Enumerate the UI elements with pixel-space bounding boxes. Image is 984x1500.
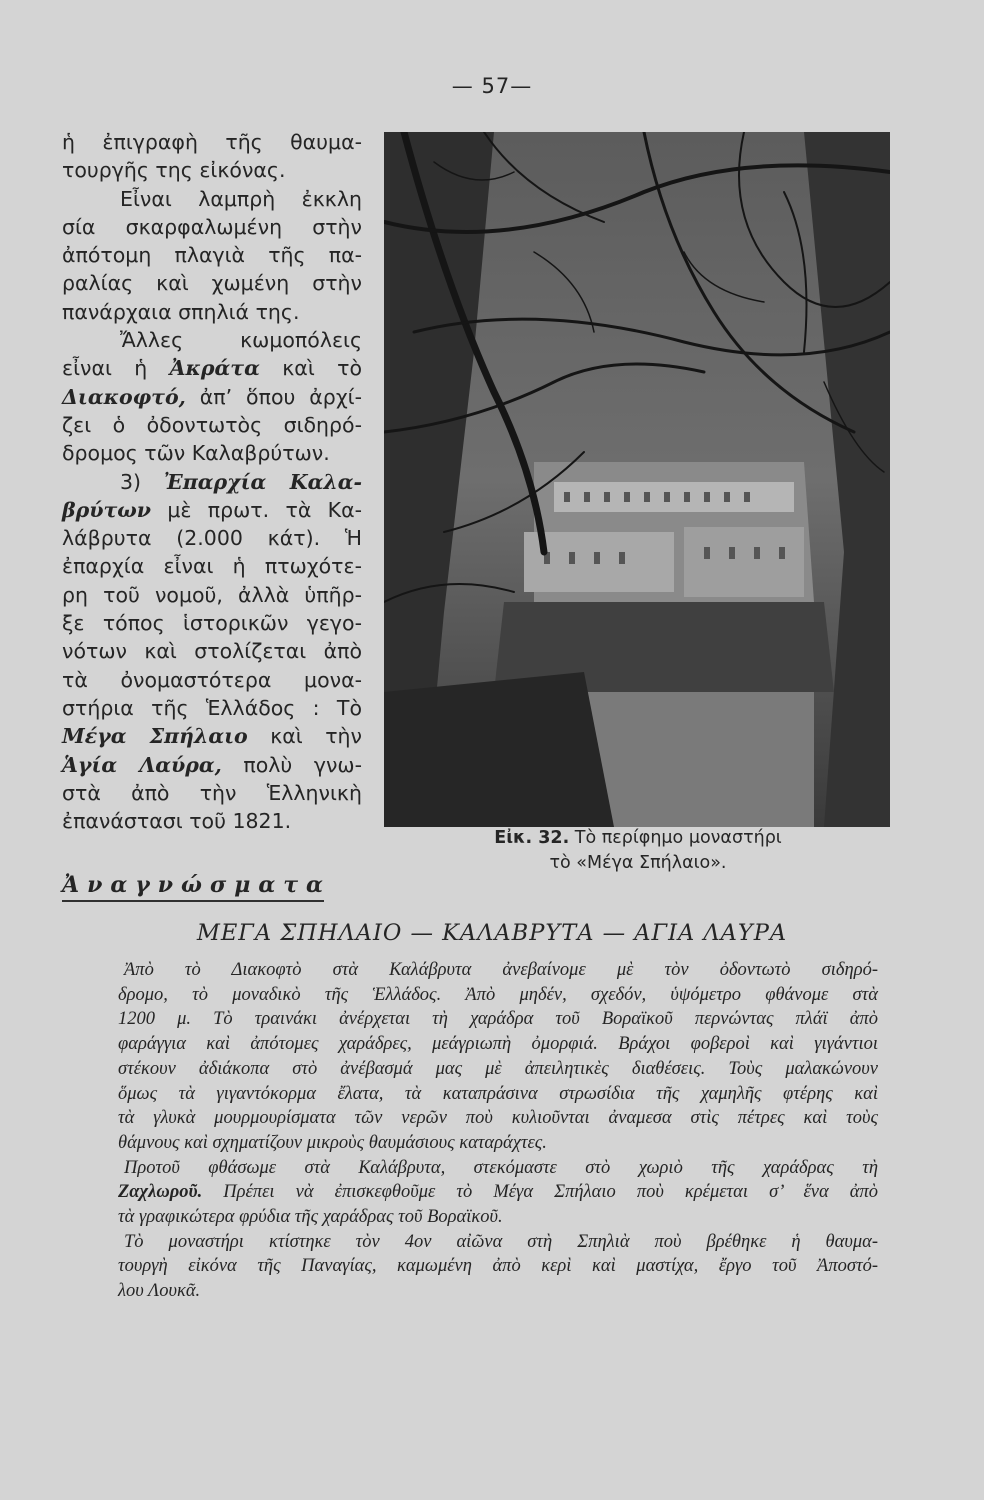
body_lines-line — [118, 1254, 878, 1279]
reading-heading: ΜΕΓΑ ΣΠΗΛΑΙΟ — ΚΑΛΑΒΡΥΤΑ — ΑΓΙΑ ΛΑΥΡΑ — [196, 920, 788, 946]
left_column-line — [62, 411, 362, 439]
text-run: στέκουν ἀδιάκοπα στὸ ἀνέβασμά μας μὲ ἀπειλητικὲς διαθέσεις. Τοὺς μαλακώνουν — [118, 1058, 878, 1079]
text-run: λου Λουκᾶ. — [118, 1281, 201, 1302]
left_column-line — [62, 326, 362, 354]
text-run: πολὺ γνω- — [221, 752, 362, 777]
figure-caption — [396, 826, 880, 876]
text-run: καὶ τὴν — [247, 724, 362, 749]
left_column-line — [62, 439, 362, 467]
text-run: καὶ τὸ — [259, 356, 362, 381]
text-run: θάμνους καὶ σχηματίζουν μικροὺς θαυμάσιους καταράχτες. — [118, 1132, 547, 1153]
text-run: πανάρχαια σπηλιά της. — [62, 299, 300, 324]
left_column-line — [62, 609, 362, 637]
text-run: Προτοῦ φθάσωμε στὰ Καλάβρυτα, στεκόμαστε στὸ χωριὸ τῆς χαράδρας τὴ — [124, 1157, 878, 1178]
left_column-line — [62, 298, 362, 326]
emphasized-text: Ζαχλωροῦ. — [118, 1182, 203, 1203]
left_column-line — [62, 779, 362, 807]
body_lines-line — [118, 1205, 878, 1230]
body_lines-line — [118, 1156, 878, 1181]
emphasized-text: Διακοφτό, — [62, 384, 186, 409]
caption-line-1: Τὸ περίφημο μοναστήρι — [574, 828, 782, 848]
left_column-line — [62, 128, 362, 156]
left_column-line — [62, 468, 362, 496]
body_lines-line — [118, 1032, 878, 1057]
text-run: μὲ πρωτ. τὰ Κα- — [151, 497, 362, 522]
text-run: στὰ ἀπὸ τὴν Ἑλληνικὴ — [62, 780, 362, 805]
text-run: λάβρυτα (2.000 κάτ). Ἡ — [62, 526, 362, 551]
text-run: Εἶναι λαμπρὴ ἐκκλη — [120, 186, 362, 211]
text-run: δρομος τῶν Καλαβρύτων. — [62, 441, 330, 466]
text-run: ἡ ἐπιγραφὴ τῆς θαυμα- — [62, 130, 362, 154]
left_column-line — [62, 637, 362, 665]
left_column-line — [62, 722, 362, 750]
left_column-line — [62, 751, 362, 779]
emphasized-text: Ἀκράτα — [169, 356, 260, 381]
left_column-line — [62, 552, 362, 580]
text-run: στήρια τῆς Ἑλλάδος : Τὸ — [62, 695, 362, 720]
body_lines-line — [118, 1007, 878, 1032]
left_column-line — [62, 807, 362, 835]
text-run: τὰ γλυκὰ μουρμουρίσματα τῶν νερῶν ποὺ κυλιοῦνται ἀναμεσα στὶς πέτρες καὶ τοὺς — [118, 1108, 878, 1129]
text-run: σία σκαρφαλωμένη στὴν — [62, 214, 362, 239]
left_column-line — [62, 156, 362, 184]
left_column-line — [62, 666, 362, 694]
reading-body-text — [118, 958, 878, 1304]
text-run: τὰ γραφικώτερα φρύδια τῆς χαράδρας τοῦ Βοραϊκοῦ. — [118, 1207, 503, 1228]
left_column-line — [62, 383, 362, 411]
text-run: νότων καὶ στολίζεται ἀπὸ — [62, 639, 362, 664]
left_column-line — [62, 694, 362, 722]
text-run: Ἀπὸ τὸ Διακοφτὸ στὰ Καλάβρυτα ἀνεβαίνομε μὲ τὸν ὀδοντωτὸ σιδηρό- — [124, 960, 878, 980]
body_lines-line — [118, 983, 878, 1008]
text-run: ραλίας καὶ χωμένη στὴν — [62, 271, 362, 296]
text-run: ξε τόπος ἱστορικῶν γεγο- — [62, 611, 362, 636]
body_lines-line — [118, 1180, 878, 1205]
body_lines-line — [118, 958, 878, 983]
text-run: ὅμως τὰ γιγαντόκορμα ἔλατα, τὰ καταπράσινα στρωσίδια τῆς χαμηλῆς φτέρης καὶ — [118, 1083, 878, 1104]
text-run: ζει ὁ ὀδοντωτὸς σιδηρό- — [62, 412, 362, 437]
left_column-line — [62, 581, 362, 609]
emphasized-text: Ἐπαρχία Καλα- — [163, 469, 362, 494]
text-run: εἶναι ἡ — [62, 356, 170, 381]
left-column-text — [62, 128, 362, 835]
text-run: Πρέπει νὰ ἐπισκεφθοῦμε τὸ Μέγα Σπήλαιο ποὺ κρέμεται σ’ ἕνα ἀπὸ — [202, 1182, 878, 1203]
emphasized-text: Ἁγία Λαύρα, — [62, 752, 222, 777]
emphasized-text: βρύτων — [62, 497, 152, 522]
text-run: δρομο, τὸ μοναδικὸ τῆς Ἑλλάδος. Ἀπὸ μηδέν, σχεδόν, ὑψόμετρο φθάνομε στὰ — [118, 984, 878, 1005]
left_column-line — [62, 269, 362, 297]
body_lines-line — [118, 1057, 878, 1082]
left_column-line — [62, 213, 362, 241]
body_lines-line — [118, 1131, 878, 1156]
caption-line-2: τὸ «Μέγα Σπήλαιο». — [549, 853, 727, 873]
left_column-line — [62, 496, 362, 524]
body_lines-line — [118, 1082, 878, 1107]
body_lines-line — [118, 1279, 878, 1304]
text-run: 3) — [120, 469, 164, 494]
text-run: ἀπότομη πλαγιὰ τῆς πα- — [62, 243, 362, 268]
left_column-line — [62, 185, 362, 213]
text-run: ἀπ’ ὅπου ἀρχί- — [185, 384, 362, 409]
page-number: — 57— — [451, 74, 533, 98]
left_column-line — [62, 241, 362, 269]
emphasized-text: Μέγα Σπήλαιο — [62, 724, 248, 749]
text-run: ἐπαρχία εἶναι ἡ πτωχότε- — [62, 554, 362, 579]
figure-number: Εἰκ. 32. — [494, 828, 570, 848]
text-run: τουργῆς της εἰκόνας. — [62, 158, 286, 183]
text-run: τὰ ὀνομαστότερα μονα- — [62, 667, 362, 692]
text-run: ἐπανάστασι τοῦ 1821. — [62, 809, 292, 834]
text-run: ρη τοῦ νομοῦ, ἀλλὰ ὑπῆρ- — [62, 582, 362, 607]
text-run: τουργὴ εἰκόνα τῆς Παναγίας, καμωμένη ἀπὸ κερὶ καὶ μαστίχα, ἔργο τοῦ Ἀποστό- — [118, 1256, 878, 1277]
text-run: Ἄλλες κωμοπόλεις — [120, 328, 362, 353]
section-title: Ἀναγνώσματα — [62, 872, 331, 898]
text-run: Τὸ μοναστήρι κτίστηκε τὸν 4ον αἰῶνα στὴ Σπηλιὰ ποὺ βρέθηκε ἡ θαυμα- — [124, 1231, 878, 1252]
monastery-photo — [384, 132, 890, 827]
left_column-line — [62, 354, 362, 382]
body_lines-line — [118, 1106, 878, 1131]
text-run: 1200 μ. Τὸ τραινάκι ἀνέρχεται τὴ χαράδρα τοῦ Βοραϊκοῦ περνώντας πλάϊ ἀπὸ — [118, 1009, 878, 1030]
text-run: φαράγγια καὶ ἀπότομες χαράδρες, μεάγριωπὴ ὀμορφιά. Βράχοι φοβεροὶ καὶ γιγάντιοι — [118, 1034, 878, 1055]
left_column-line — [62, 524, 362, 552]
section-title-underline — [62, 900, 324, 902]
body_lines-line — [118, 1230, 878, 1255]
